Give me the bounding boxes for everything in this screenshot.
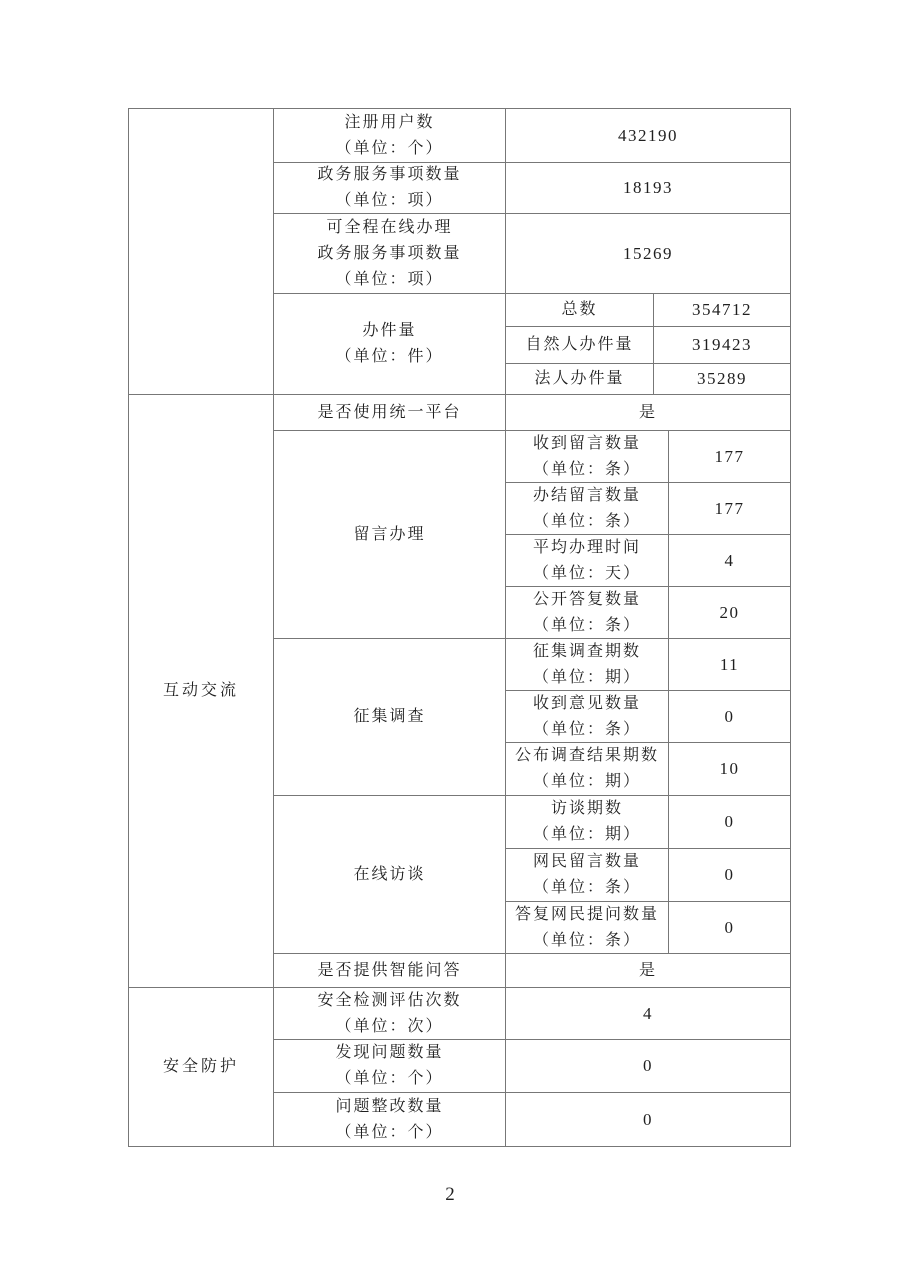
value-problems-found (506, 1040, 791, 1093)
group-label-interview (274, 796, 506, 954)
sub-value-netizen-messages (669, 849, 791, 902)
value-text: 0 (724, 812, 735, 831)
sub-label-messages-completed (506, 483, 669, 535)
label-registered-users (274, 109, 506, 163)
label-problems-found (274, 1040, 506, 1093)
unit-text: （单位：期） (532, 773, 641, 790)
value-full-online-items (506, 214, 791, 294)
value-smart-qa (506, 954, 791, 988)
unit-text: （单位：期） (532, 668, 641, 686)
value-text: 10 (719, 759, 740, 778)
value-registered-users (506, 109, 791, 163)
value-text: 是 (638, 403, 657, 421)
sub-value-messages-completed (669, 483, 791, 535)
label-text: 收到意见数量 (532, 694, 641, 712)
sub-label-total (506, 294, 654, 327)
label-text: 留言办理 (353, 525, 426, 543)
sub-value-questions-answered (669, 902, 791, 954)
sub-label-interview-issues (506, 796, 669, 849)
sub-label-netizen-messages (506, 849, 669, 902)
label-security-assessments (274, 988, 506, 1040)
label-text: 答复网民提问数量 (514, 905, 659, 923)
label-text: 办件量 (362, 322, 417, 339)
label-unified-platform (274, 395, 506, 431)
label-text: 在线访谈 (353, 865, 426, 883)
label-full-online-items (274, 214, 506, 294)
sub-value-interview-issues (669, 796, 791, 849)
sub-value-public-replies (669, 587, 791, 639)
unit-text: （单位：条） (532, 879, 641, 896)
sub-label-average-time (506, 535, 669, 587)
label-text: 发现问题数量 (335, 1044, 444, 1061)
unit-text: （单位：条） (532, 512, 641, 530)
value-text: 4 (643, 1003, 653, 1023)
sub-label-natural-person (506, 327, 654, 364)
unit-text: （单位：个） (335, 1070, 444, 1087)
value-text: 0 (643, 1109, 653, 1129)
label-text: 可全程在线办理 (326, 218, 453, 236)
label-text: 总数 (561, 301, 598, 318)
value-text: 18193 (623, 178, 673, 197)
sub-value-opinions-received (669, 691, 791, 743)
sub-label-opinions-received (506, 691, 669, 743)
sub-label-messages-received (506, 431, 669, 483)
value-text: 11 (719, 654, 740, 674)
value-text: 35289 (697, 369, 747, 388)
value-text: 0 (724, 706, 735, 726)
category-cell-security (129, 988, 274, 1147)
label-problems-rectified (274, 1093, 506, 1147)
value-text: 354712 (692, 300, 752, 319)
label-text: 平均办理时间 (532, 538, 641, 556)
label-text: 是否提供智能问答 (317, 961, 462, 979)
value-text: 15269 (623, 243, 673, 263)
value-text: 319423 (692, 335, 752, 354)
unit-text: （单位：条） (532, 616, 641, 634)
sub-value-natural-person (654, 327, 791, 364)
value-problems-rectified (506, 1093, 791, 1147)
label-text: 办结留言数量 (532, 486, 641, 504)
value-service-items (506, 163, 791, 214)
label-text: 征集调查 (353, 708, 426, 725)
label-text: 是否使用统一平台 (317, 403, 462, 421)
value-unified-platform (506, 395, 791, 431)
label-text: 收到留言数量 (532, 434, 641, 452)
category-cell-empty (129, 109, 274, 395)
unit-text: （单位：期） (532, 826, 641, 843)
page-number: 2 (445, 1184, 455, 1205)
sub-value-legal-person (654, 364, 791, 395)
unit-text: （单位：次） (335, 1017, 444, 1035)
sub-value-total (654, 294, 791, 327)
value-text: 是 (638, 961, 657, 979)
label-service-items (274, 163, 506, 214)
category-label: 互动交流 (162, 682, 239, 699)
unit-text: （单位：条） (532, 931, 641, 949)
value-text: 177 (714, 446, 745, 466)
value-text: 0 (724, 865, 735, 884)
value-text: 177 (714, 498, 745, 518)
value-text: 0 (643, 1056, 653, 1075)
value-security-assessments (506, 988, 791, 1040)
category-cell-interaction (129, 395, 274, 988)
label-text: 安全检测评估次数 (317, 991, 462, 1009)
label-smart-qa (274, 954, 506, 988)
sub-value-survey-issues (669, 639, 791, 691)
unit-text: （单位：个） (335, 1123, 444, 1141)
label-text: 政务服务事项数量 (317, 244, 462, 262)
value-text: 432190 (618, 125, 678, 145)
value-text: 20 (719, 602, 740, 622)
category-label: 安全防护 (162, 1058, 239, 1075)
sub-label-legal-person (506, 364, 654, 395)
sub-label-questions-answered (506, 902, 669, 954)
value-text: 0 (724, 917, 735, 937)
sub-label-public-replies (506, 587, 669, 639)
label-text: 政务服务事项数量 (317, 166, 462, 183)
label-text: 公开答复数量 (532, 590, 641, 608)
sub-label-survey-issues (506, 639, 669, 691)
value-text: 4 (724, 550, 735, 570)
label-text: 问题整改数量 (335, 1097, 444, 1115)
label-text: 征集调查期数 (532, 642, 641, 660)
label-text: 公布调查结果期数 (514, 747, 659, 764)
unit-text: （单位：个） (335, 139, 444, 157)
sub-value-results-published (669, 743, 791, 796)
label-text: 注册用户数 (344, 113, 435, 131)
label-text: 网民留言数量 (532, 853, 641, 870)
label-text: 自然人办件量 (525, 336, 634, 353)
unit-text: （单位：项） (335, 192, 444, 209)
statistics-table (128, 108, 791, 1147)
label-text: 法人办件量 (534, 370, 625, 387)
unit-text: （单位：天） (532, 564, 641, 582)
label-text: 访谈期数 (550, 800, 623, 817)
sub-label-results-published (506, 743, 669, 796)
group-label-survey (274, 639, 506, 796)
unit-text: （单位：件） (335, 348, 444, 365)
unit-text: （单位：条） (532, 460, 641, 478)
sub-value-messages-received (669, 431, 791, 483)
group-label-message-handling (274, 431, 506, 639)
label-case-volume (274, 294, 506, 395)
unit-text: （单位：项） (335, 270, 444, 288)
unit-text: （单位：条） (532, 720, 641, 738)
sub-value-average-time (669, 535, 791, 587)
